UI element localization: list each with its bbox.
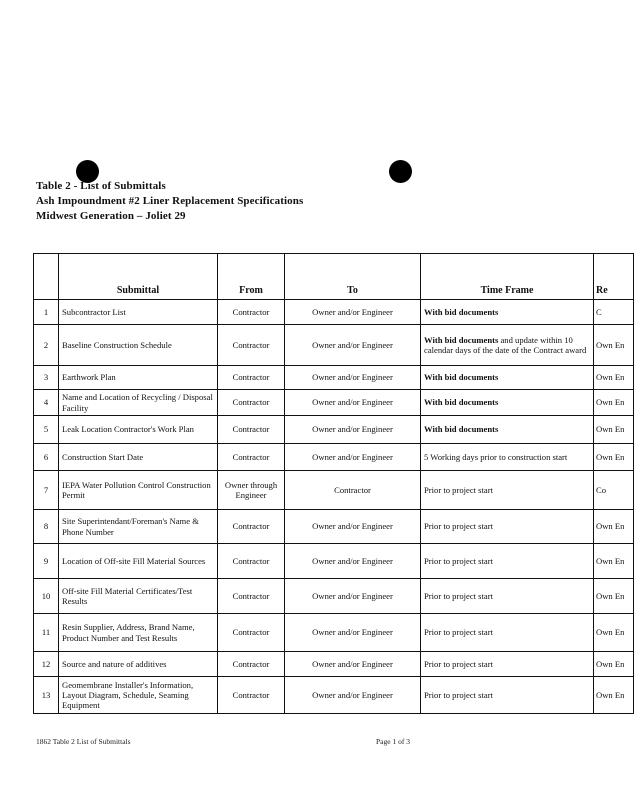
row-number: 13: [34, 677, 59, 714]
row-time-frame-text: Prior to project start: [424, 689, 493, 700]
row-from: Contractor: [218, 677, 285, 714]
header-to: To: [285, 254, 421, 300]
row-time-frame: [421, 390, 594, 416]
row-to: Owner and/or Engineer: [285, 614, 421, 652]
row-submittal: Off-site Fill Material Certificates/Test Results: [59, 579, 218, 614]
row-to: Owner and/or Engineer: [285, 544, 421, 579]
row-from: Contractor: [218, 300, 285, 325]
table-row: [34, 416, 634, 444]
row-time-frame: [421, 444, 594, 471]
row-time-frame-text: 5 Working days prior to construction start: [424, 451, 568, 462]
row-number: 10: [34, 579, 59, 614]
row-time-frame: [421, 677, 594, 714]
row-responsibility: Own En: [594, 614, 634, 652]
row-submittal: Earthwork Plan: [59, 366, 218, 390]
row-responsibility: Own En: [594, 325, 634, 366]
table-row: [34, 390, 634, 416]
row-submittal: Baseline Construction Schedule: [59, 325, 218, 366]
table-row: [34, 510, 634, 544]
row-number: 12: [34, 652, 59, 677]
row-time-frame-text: Prior to project start: [424, 658, 493, 669]
punch-hole-right: [389, 160, 412, 183]
row-time-frame-text: Prior to project start: [424, 627, 493, 638]
row-submittal: Subcontractor List: [59, 300, 218, 325]
footer-filename: 1862 Table 2 List of Submittals: [36, 737, 131, 746]
row-responsibility: Own En: [594, 652, 634, 677]
row-number: 5: [34, 416, 59, 444]
row-responsibility: Own En: [594, 677, 634, 714]
row-responsibility: Own En: [594, 390, 634, 416]
row-time-frame: [421, 510, 594, 544]
row-number: 4: [34, 390, 59, 416]
row-from: Contractor: [218, 579, 285, 614]
row-to: Owner and/or Engineer: [285, 444, 421, 471]
table-row: [34, 652, 634, 677]
row-time-frame-bold: With bid documents: [424, 397, 499, 408]
row-to: Owner and/or Engineer: [285, 366, 421, 390]
row-time-frame-text: Prior to project start: [424, 521, 493, 532]
header-from: From: [218, 254, 285, 300]
row-to: Owner and/or Engineer: [285, 325, 421, 366]
row-time-frame: [421, 579, 594, 614]
row-submittal: Construction Start Date: [59, 444, 218, 471]
table-row: [34, 544, 634, 579]
row-time-frame: [421, 325, 594, 366]
row-time-frame-text: Prior to project start: [424, 590, 493, 601]
row-from: Contractor: [218, 510, 285, 544]
row-number: 2: [34, 325, 59, 366]
header-submittal: Submittal: [59, 254, 218, 300]
row-time-frame: [421, 544, 594, 579]
row-from: Contractor: [218, 366, 285, 390]
row-from: Contractor: [218, 614, 285, 652]
table-header-row: [34, 254, 634, 300]
header-responsibility: Re: [594, 254, 634, 300]
row-from: Contractor: [218, 416, 285, 444]
row-responsibility: Own En: [594, 544, 634, 579]
table-title: Table 2 - List of Submittals: [36, 180, 166, 192]
row-number: 9: [34, 544, 59, 579]
row-submittal: Site Superintendant/Foreman's Name & Phone Number: [59, 510, 218, 544]
table-row: [34, 579, 634, 614]
row-to: Owner and/or Engineer: [285, 416, 421, 444]
row-to: Owner and/or Engineer: [285, 390, 421, 416]
header-time-frame: Time Frame: [421, 254, 594, 300]
row-submittal: Location of Off-site Fill Material Sources: [59, 544, 218, 579]
row-time-frame: [421, 300, 594, 325]
table-row: [34, 444, 634, 471]
row-time-frame: [421, 652, 594, 677]
row-time-frame-bold: With bid documents: [424, 306, 499, 317]
row-responsibility: Own En: [594, 366, 634, 390]
row-time-frame-bold: With bid documents: [424, 334, 499, 345]
row-responsibility: C: [594, 300, 634, 325]
row-submittal: Name and Location of Recycling / Disposal Facility: [59, 390, 218, 416]
document-title: Ash Impoundment #2 Liner Replacement Specifications: [36, 195, 304, 207]
row-from: Contractor: [218, 325, 285, 366]
row-from: Contractor: [218, 390, 285, 416]
row-responsibility: Co: [594, 471, 634, 510]
row-time-frame: [421, 416, 594, 444]
row-number: 1: [34, 300, 59, 325]
row-number: 7: [34, 471, 59, 510]
row-from: Owner through Engineer: [218, 471, 285, 510]
table-row: [34, 325, 634, 366]
row-responsibility: Own En: [594, 510, 634, 544]
row-responsibility: Own En: [594, 416, 634, 444]
row-number: 8: [34, 510, 59, 544]
row-time-frame: [421, 366, 594, 390]
row-time-frame: [421, 614, 594, 652]
row-to: Owner and/or Engineer: [285, 510, 421, 544]
row-submittal: IEPA Water Pollution Control Construction Permit: [59, 471, 218, 510]
row-submittal: Leak Location Contractor's Work Plan: [59, 416, 218, 444]
row-to: Owner and/or Engineer: [285, 677, 421, 714]
footer-page-number: Page 1 of 3: [376, 737, 410, 746]
row-submittal: Source and nature of additives: [59, 652, 218, 677]
row-submittal: Resin Supplier, Address, Brand Name, Product Number and Test Results: [59, 614, 218, 652]
table-row: [34, 471, 634, 510]
row-submittal: Geomembrane Installer's Information, Layout Diagram, Schedule, Seaming Equipment: [59, 677, 218, 714]
header-number: [34, 254, 59, 300]
row-from: Contractor: [218, 652, 285, 677]
row-time-frame-text: Prior to project start: [424, 555, 493, 566]
row-to: Contractor: [285, 471, 421, 510]
row-responsibility: Own En: [594, 579, 634, 614]
row-time-frame: [421, 471, 594, 510]
row-from: Contractor: [218, 444, 285, 471]
table-row: [34, 300, 634, 325]
row-to: Owner and/or Engineer: [285, 300, 421, 325]
row-to: Owner and/or Engineer: [285, 579, 421, 614]
row-time-frame-bold: With bid documents: [424, 424, 499, 435]
row-from: Contractor: [218, 544, 285, 579]
row-time-frame-text: Prior to project start: [424, 484, 493, 495]
row-time-frame-bold: With bid documents: [424, 372, 499, 383]
submittals-table: [33, 253, 634, 714]
row-responsibility: Own En: [594, 444, 634, 471]
project-title: Midwest Generation – Joliet 29: [36, 210, 186, 222]
table-row: [34, 366, 634, 390]
table-row: [34, 677, 634, 714]
row-number: 3: [34, 366, 59, 390]
row-to: Owner and/or Engineer: [285, 652, 421, 677]
row-number: 6: [34, 444, 59, 471]
row-number: 11: [34, 614, 59, 652]
table-body: [34, 300, 634, 714]
row-time-frame-text: and update within 10 calendar days of the date of the Contract award: [424, 334, 587, 355]
table-row: [34, 614, 634, 652]
